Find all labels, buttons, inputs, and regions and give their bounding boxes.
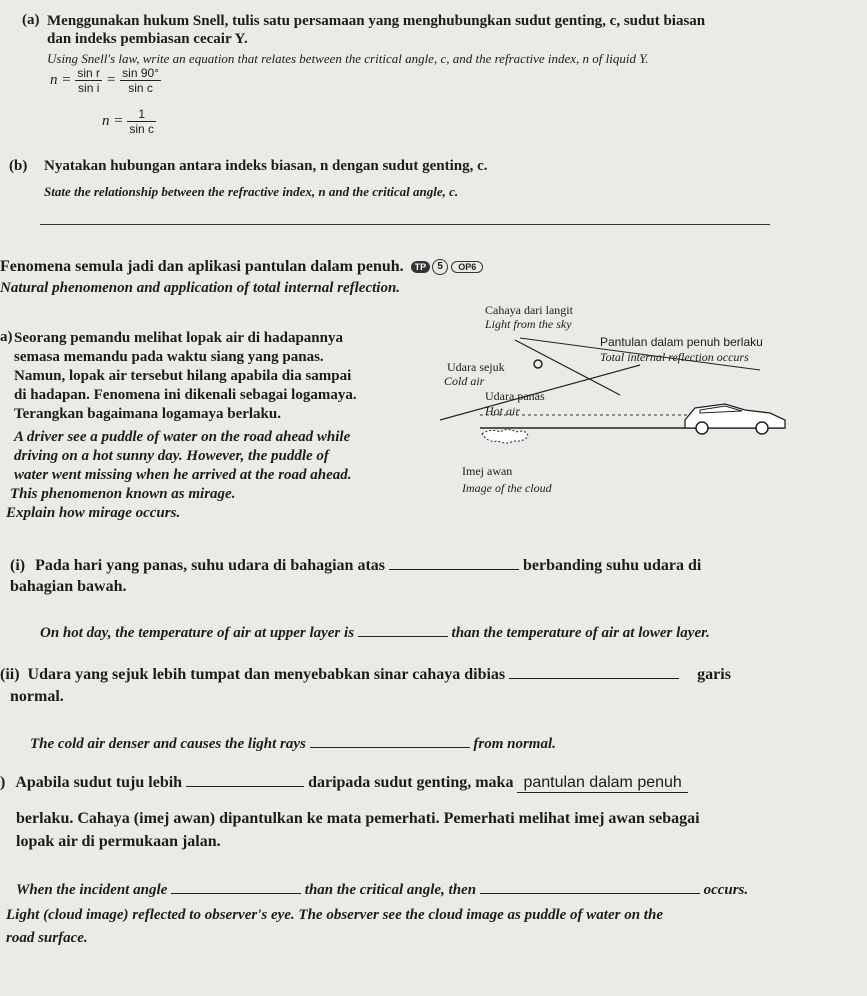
item-i-malay-blank bbox=[389, 569, 519, 570]
eq1-numerator-2: sin 90° bbox=[122, 66, 159, 80]
section-title-english: Natural phenomenon and application of total internal reflection. bbox=[0, 280, 401, 296]
tp-badge: TP bbox=[411, 261, 431, 273]
question-english-line: This phenomenon known as mirage. bbox=[10, 486, 236, 502]
item-ii-english-blank bbox=[310, 747, 470, 748]
eq2-fraction bbox=[127, 107, 156, 136]
item-iii-english-pre: When the incident angle bbox=[16, 882, 168, 898]
eq1-fraction-1 bbox=[75, 66, 102, 95]
item-i-english-blank bbox=[358, 636, 448, 637]
eq1-lhs: n = bbox=[50, 72, 72, 89]
item-i-malay-cont: bahagian bawah. bbox=[10, 578, 127, 595]
item-iii-english-post: occurs. bbox=[703, 882, 749, 898]
eq2-numerator: 1 bbox=[127, 107, 156, 122]
item-iii-malay bbox=[0, 774, 688, 793]
part-a-malay-line1: Menggunakan hukum Snell, tulis satu persamaan yang menghubungkan sudut genting, c, sudut biasan bbox=[47, 13, 706, 29]
item-iii-malay-answer: pantulan dalam penuh bbox=[517, 774, 687, 793]
question-english-line: A driver see a puddle of water on the road ahead while bbox=[14, 429, 351, 445]
op-badge: OP6 bbox=[451, 261, 483, 273]
item-i-english-post: than the temperature of air at lower layer. bbox=[451, 625, 710, 641]
eq1-numerator-1: sin r bbox=[77, 66, 101, 80]
item-i-malay bbox=[10, 557, 701, 575]
item-iii-english bbox=[16, 882, 748, 899]
section-title-malay: Fenomena semula jadi dan aplikasi pantulan dalam penuh. bbox=[0, 258, 404, 275]
cloud-image-icon bbox=[482, 430, 528, 444]
part-b-label: (b) bbox=[9, 158, 28, 174]
question-english-line: Explain how mirage occurs. bbox=[6, 505, 181, 521]
label-hot-malay: Udara panas bbox=[485, 389, 545, 403]
question-english-line: driving on a hot sunny day. However, the puddle of bbox=[14, 448, 329, 464]
item-ii-malay-cont: normal. bbox=[10, 688, 64, 705]
question-a-english bbox=[0, 428, 352, 523]
item-i-label: (i) bbox=[10, 557, 26, 574]
item-iii-malay-pre: Apabila sudut tuju lebih bbox=[15, 774, 183, 791]
item-iii-english-blank-1 bbox=[171, 893, 301, 894]
item-ii-english-post: from normal. bbox=[473, 736, 556, 752]
part-a-label: (a) bbox=[22, 12, 40, 28]
item-iii-english-mid: than the critical angle, then bbox=[304, 882, 477, 898]
mirage-diagram-svg bbox=[400, 300, 800, 500]
reflection-point-icon bbox=[534, 360, 542, 368]
part-a-english: Using Snell's law, write an equation that relates between the critical angle, c, and the refractive index, n of liquid Y. bbox=[47, 51, 649, 66]
label-cloud-malay: Imej awan bbox=[462, 464, 513, 478]
label-tir-malay: Pantulan dalam penuh berlaku bbox=[600, 335, 763, 349]
part-b-malay: Nyatakan hubungan antara indeks biasan, n dengan sudut genting, c. bbox=[44, 158, 488, 174]
item-iii-english-blank-2 bbox=[480, 893, 700, 894]
mirage-diagram bbox=[400, 300, 800, 500]
item-iii-malay-blank bbox=[186, 786, 304, 787]
item-iii-malay-line2: berlaku. Cahaya (imej awan) dipantulkan ke mata pemerhati. Pemerhati melihat imej awan sebagai bbox=[16, 810, 700, 827]
label-cloud-english: Image of the cloud bbox=[462, 481, 552, 495]
item-ii-english bbox=[30, 736, 556, 753]
eq1-fraction-2 bbox=[120, 66, 161, 95]
label-tir-english: Total internal reflection occurs bbox=[600, 350, 749, 364]
item-iii-english-line2: Light (cloud image) reflected to observer's eye. The observer see the cloud image as puddle of water on the bbox=[6, 907, 663, 923]
item-i-english bbox=[40, 625, 710, 642]
eq1-equals: = bbox=[106, 72, 117, 89]
label-sky-malay: Cahaya dari langit bbox=[485, 303, 573, 317]
label-cold-malay: Udara sejuk bbox=[447, 360, 505, 374]
question-malay-line: semasa memandu pada waktu siang yang panas. bbox=[14, 349, 324, 365]
question-english-line: water went missing when he arrived at the road ahead. bbox=[14, 467, 352, 483]
item-ii-malay bbox=[0, 666, 731, 684]
level-badge: 5 bbox=[432, 259, 448, 275]
item-ii-malay-pre: Udara yang sejuk lebih tumpat dan menyebabkan sinar cahaya dibias bbox=[27, 666, 506, 683]
section-heading bbox=[0, 258, 483, 276]
eq2-denominator: sin c bbox=[129, 122, 155, 136]
label-cold-english: Cold air bbox=[444, 374, 485, 388]
part-b-english: State the relationship between the refractive index, n and the critical angle, c. bbox=[44, 184, 459, 199]
eq1-denominator-2: sin c bbox=[128, 81, 153, 95]
item-ii-malay-blank bbox=[509, 678, 679, 679]
question-malay-line: Namun, lopak air tersebut hilang apabila dia sampai bbox=[14, 368, 352, 384]
item-iii-malay-mid: daripada sudut genting, maka bbox=[308, 774, 514, 791]
question-a-text bbox=[14, 329, 357, 424]
critical-angle-equation bbox=[102, 107, 156, 136]
item-ii-malay-post: garis bbox=[697, 666, 731, 683]
item-iii-english-line3: road surface. bbox=[6, 930, 88, 946]
item-i-malay-pre: Pada hari yang panas, suhu udara di bahagian atas bbox=[35, 557, 386, 574]
item-iii-label: ) bbox=[0, 774, 6, 791]
question-malay-line: di hadapan. Fenomena ini dikenali sebagai logamaya. bbox=[14, 387, 357, 403]
question-a-label: a) bbox=[0, 329, 13, 345]
item-ii-label: (ii) bbox=[0, 666, 20, 683]
eq1-denominator-1: sin i bbox=[78, 81, 100, 95]
label-hot-english: Hot air bbox=[485, 404, 521, 418]
item-i-english-pre: On hot day, the temperature of air at upper layer is bbox=[40, 625, 355, 641]
eq2-lhs: n = bbox=[102, 113, 124, 130]
item-i-malay-post: berbanding suhu udara di bbox=[523, 557, 702, 574]
question-malay-line: Seorang pemandu melihat lopak air di hadapannya bbox=[14, 330, 343, 346]
item-ii-english-pre: The cold air denser and causes the light rays bbox=[30, 736, 306, 752]
item-iii-malay-line3: lopak air di permukaan jalan. bbox=[16, 833, 221, 850]
question-malay-line: Terangkan bagaimana logamaya berlaku. bbox=[14, 406, 281, 422]
part-a-malay-line2: dan indeks pembiasan cecair Y. bbox=[47, 31, 248, 47]
snell-equation bbox=[50, 66, 161, 95]
label-sky-english: Light from the sky bbox=[485, 317, 572, 331]
car-icon bbox=[685, 404, 785, 434]
answer-line-b bbox=[40, 224, 770, 225]
